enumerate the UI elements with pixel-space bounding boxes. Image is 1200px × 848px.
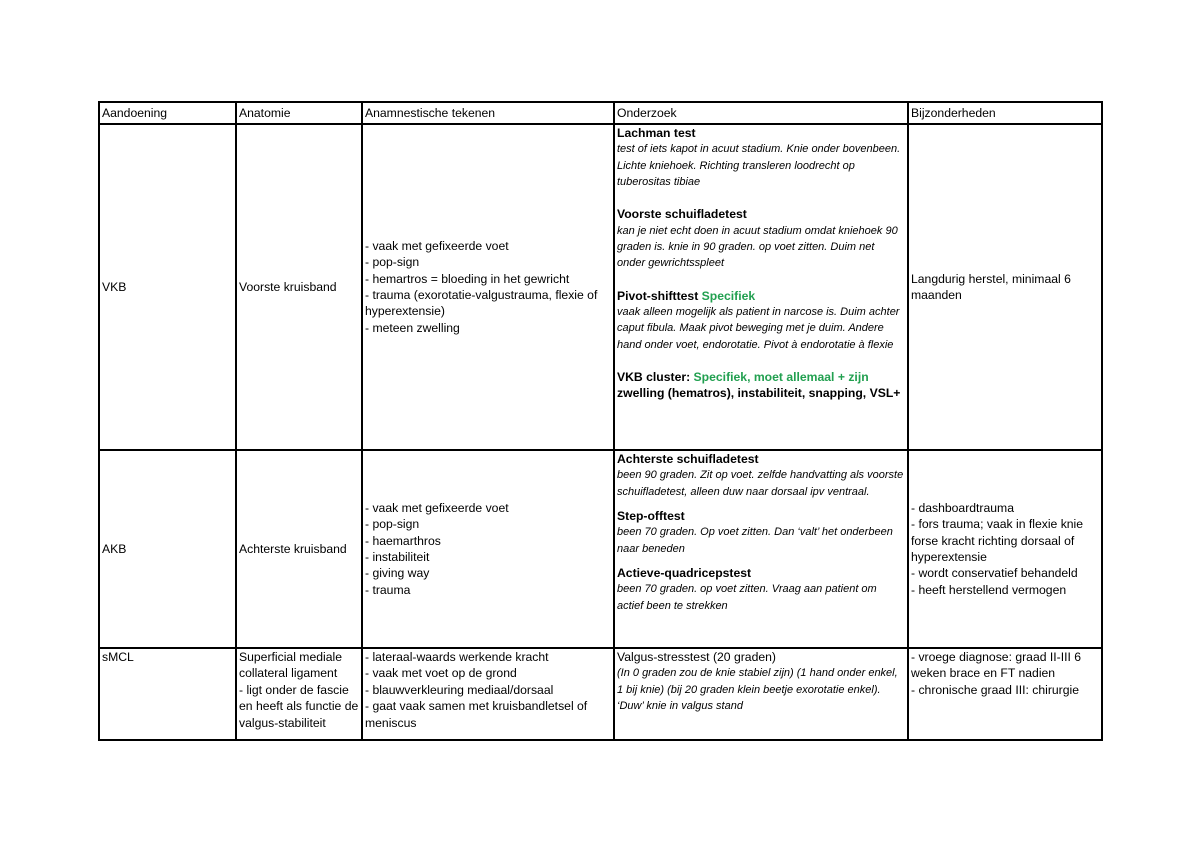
signs-cell [362,124,614,450]
header-row [99,102,1102,124]
sign-item: - pop-sign [365,255,420,270]
sign-item: - instabiliteit [365,550,430,564]
test-name: Step-offtest [617,509,685,523]
test-name: Actieve-quadricepstest [617,566,752,580]
test-name: Pivot-shifttest [617,288,699,303]
header-onderzoek: Onderzoek [614,102,908,124]
detail-item: - heeft herstellend vermogen [911,582,1067,597]
details-cell [908,648,1102,740]
detail-item: - vroege diagnose: graad II-III 6 weken brace en FT nadien [911,650,1082,681]
anatomy-cell [236,648,362,740]
header-anamnestische-tekenen: Anamnestische tekenen [362,102,614,124]
cluster-label: VKB cluster: [617,369,691,384]
signs-cell [362,648,614,740]
test-name: Achterste schuifladetest [617,452,759,466]
header-anatomie: Anatomie [236,102,362,124]
sign-item: - blauwverkleuring mediaal/dorsaal [365,682,554,697]
detail-item: - dashboardtrauma [911,500,1014,515]
condition-cell: sMCL [99,648,236,740]
sign-item: - vaak met voet op de grond [365,666,517,681]
test-name: Valgus-stresstest (20 graden) [617,650,776,664]
cluster-tag: Specifiek, moet allemaal + zijn [693,369,869,384]
test-name: Lachman test [617,126,696,140]
anatomy-name: Superficial mediale collateral ligament [239,650,342,681]
sign-item: - trauma (exorotatie-valgustrauma, flexie of hyperextensie) [365,288,598,319]
test-note: kan je niet echt doen in acuut stadium omdat kniehoek 90 graden is. knie in 90 graden. op voet zitten. Duim net onder gewrichtsspleet [617,224,898,270]
condition-cell: AKB [99,450,236,648]
anatomy-cell: Voorste kruisband [236,124,362,450]
details-cell [908,450,1102,648]
test-name: Voorste schuifladetest [617,207,747,222]
tests-cell [614,124,908,450]
knee-injury-table [98,101,1103,741]
test-note: been 90 graden. Zit op voet. zelfde handvatting als voorste schuifladetest, alleen duw naar dorsaal ipv ventraal. [617,469,904,498]
anatomy-note: - ligt onder de fascie en heeft als functie de valgus-stabiliteit [239,682,359,730]
sign-item: - giving way [365,566,430,581]
sign-item: - vaak met gefixeerde voet [365,238,509,253]
table-row-akb [99,450,1102,648]
sign-item: - lateraal-waards werkende kracht [365,650,549,664]
sign-item: - vaak met gefixeerde voet [365,500,509,515]
test-note: been 70 graden. op voet zitten. Vraag aan patient om actief been te strekken [617,583,877,612]
sign-item: - pop-sign [365,517,420,532]
detail-item: - chronische graad III: chirurgie [911,682,1079,697]
cluster-items: zwelling (hematros), instabiliteit, snapping, VSL+ [617,386,901,401]
test-note: vaak alleen mogelijk als patient in narcose is. Duim achter caput fibula. Maak pivot beweging met je duim. Andere hand onder voet, endorotatie. Pivot à endorotatie à flexie [617,306,900,351]
tests-cell [614,648,908,740]
header-bijzonderheden: Bijzonderheden [908,102,1102,124]
anatomy-cell: Achterste kruisband [236,450,362,648]
sign-item: - hemartros = bloeding in het gewricht [365,271,570,286]
sign-item: - gaat vaak samen met kruisbandletsel of meniscus [365,699,588,730]
table-row-vkb [99,124,1102,450]
details-cell: Langdurig herstel, minimaal 6 maanden [908,124,1102,450]
specific-tag: Specifiek [701,288,756,303]
table-row-smcl [99,648,1102,740]
sign-item: - meteen zwelling [365,320,460,335]
test-note: (In 0 graden zou de knie stabiel zijn) (1 hand onder enkel, 1 bij knie) (bij 20 graden klein beetje exorotatie enkel). ‘Duw’ knie in valgus stand [617,667,898,712]
detail-item: - fors trauma; vaak in flexie knie forse kracht richting dorsaal of hyperextensie [911,517,1084,564]
test-note: been 70 graden. Op voet zitten. Dan ‘valt’ het onderbeen naar beneden [617,526,893,555]
test-note: test of iets kapot in acuut stadium. Knie onder bovenbeen. Lichte kniehoek. Richting transleren loodrecht op tuberositas tibiae [617,143,901,188]
sign-item: - haemarthros [365,533,441,548]
signs-cell [362,450,614,648]
header-aandoening: Aandoening [99,102,236,124]
condition-cell: VKB [99,124,236,450]
detail-item: - wordt conservatief behandeld [911,566,1078,581]
tests-cell [614,450,908,648]
sign-item: - trauma [365,582,411,597]
